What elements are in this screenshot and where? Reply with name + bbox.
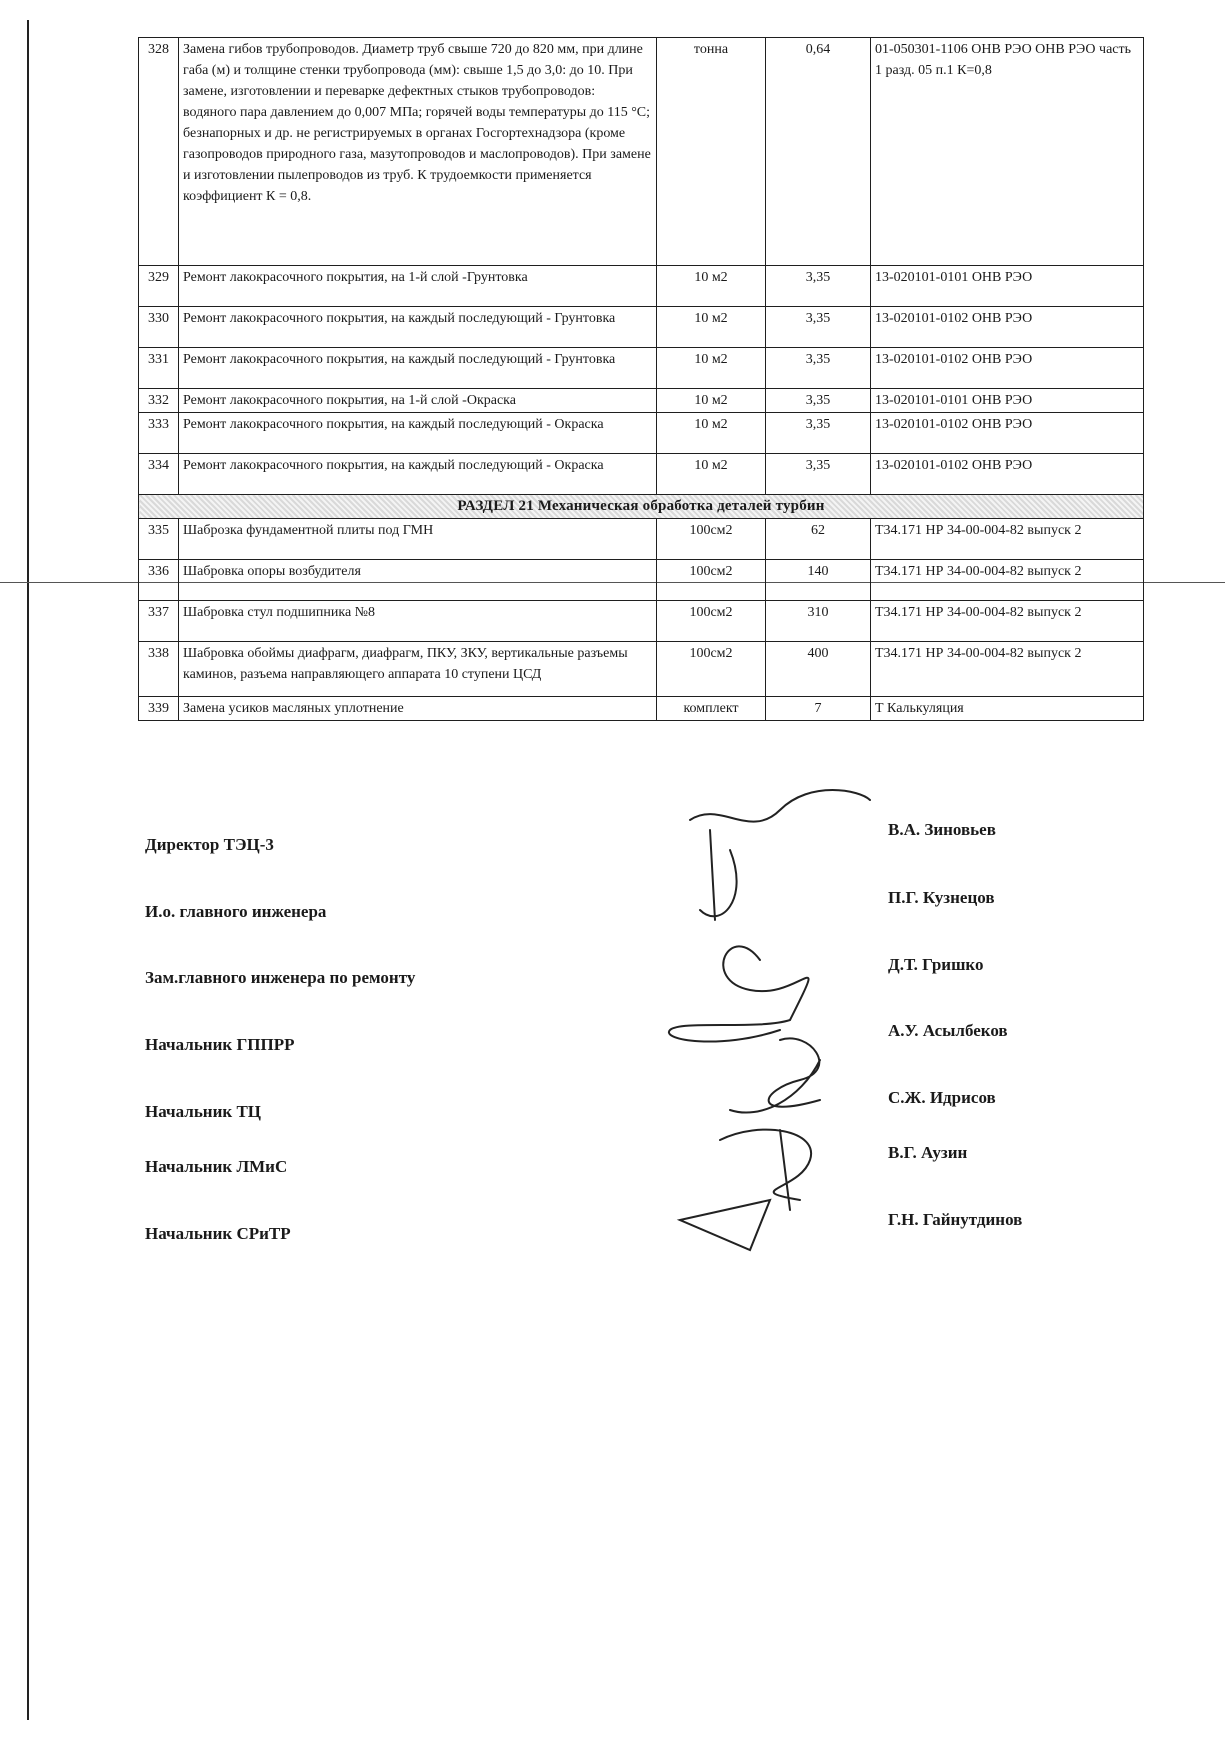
- table-row: [139, 454, 1144, 495]
- row-number: 331: [139, 348, 179, 389]
- sig-title-gpprr: Начальник ГППРР: [145, 1035, 295, 1054]
- work-description: Замена усиков масляных уплотнение: [179, 697, 657, 721]
- quantity: 62: [766, 519, 871, 560]
- signature-stroke: [700, 830, 737, 920]
- unit-of-measure: 100см2: [657, 642, 766, 697]
- work-description: Ремонт лакокрасочного покрытия, на каждый последующий - Грунтовка: [179, 307, 657, 348]
- signature-stroke: [730, 1038, 820, 1112]
- row-number: 337: [139, 601, 179, 642]
- work-description: Шабровка опоры возбудителя: [179, 560, 657, 601]
- unit-of-measure: 100см2: [657, 601, 766, 642]
- work-description: Ремонт лакокрасочного покрытия, на 1-й слой -Грунтовка: [179, 266, 657, 307]
- table-row: [139, 413, 1144, 454]
- row-number: 336: [139, 560, 179, 601]
- unit-of-measure: 100см2: [657, 560, 766, 601]
- section-header-row: [139, 495, 1144, 519]
- sig-name-asylbekov: А.У. Асылбеков: [888, 1021, 1008, 1040]
- norm-reference: 13-020101-0102 ОНВ РЭО: [871, 413, 1144, 454]
- handwritten-signatures: [660, 780, 900, 1260]
- sig-name-kuznetsov: П.Г. Кузнецов: [888, 888, 995, 907]
- quantity: 3,35: [766, 307, 871, 348]
- row-number: 329: [139, 266, 179, 307]
- signature-stroke: [720, 1130, 811, 1210]
- work-description: Шабровка стул подшипника №8: [179, 601, 657, 642]
- quantity: 140: [766, 560, 871, 601]
- row-number: 333: [139, 413, 179, 454]
- norm-reference: Т Калькуляция: [871, 697, 1144, 721]
- table-row: [139, 348, 1144, 389]
- work-description: Шаброзка фундаментной плиты под ГМН: [179, 519, 657, 560]
- sig-name-grishko: Д.Т. Гришко: [888, 955, 984, 974]
- work-description: Шабровка обоймы диафрагм, диафрагм, ПКУ, ЗКУ, вертикальные разъемы каминов, разъема направляющего аппарата 10 ступени ЦСД: [179, 642, 657, 697]
- norm-reference: Т34.171 НР 34-00-004-82 выпуск 2: [871, 642, 1144, 697]
- norm-reference: 13-020101-0102 ОНВ РЭО: [871, 348, 1144, 389]
- unit-of-measure: 10 м2: [657, 266, 766, 307]
- work-description: Ремонт лакокрасочного покрытия, на 1-й слой -Окраска: [179, 389, 657, 413]
- signature-stroke: [680, 1200, 770, 1250]
- norm-reference: 13-020101-0101 ОНВ РЭО: [871, 389, 1144, 413]
- works-table: [138, 37, 1144, 721]
- table-row: [139, 266, 1144, 307]
- norm-reference: 13-020101-0102 ОНВ РЭО: [871, 307, 1144, 348]
- sig-title-lmis: Начальник ЛМиС: [145, 1157, 288, 1176]
- row-number: 330: [139, 307, 179, 348]
- unit-of-measure: 10 м2: [657, 389, 766, 413]
- norm-reference: 13-020101-0102 ОНВ РЭО: [871, 454, 1144, 495]
- norm-reference: Т34.171 НР 34-00-004-82 выпуск 2: [871, 560, 1144, 601]
- quantity: 400: [766, 642, 871, 697]
- table-row: [139, 38, 1144, 266]
- row-number: 335: [139, 519, 179, 560]
- row-number: 338: [139, 642, 179, 697]
- quantity: 3,35: [766, 348, 871, 389]
- table-row: [139, 307, 1144, 348]
- sig-title-deputy-repair: Зам.главного инженера по ремонту: [145, 968, 416, 987]
- norm-reference: Т34.171 НР 34-00-004-82 выпуск 2: [871, 519, 1144, 560]
- sig-name-idrisov: С.Ж. Идрисов: [888, 1088, 996, 1107]
- table-row: [139, 389, 1144, 413]
- sig-name-gainutdinov: Г.Н. Гайнутдинов: [888, 1210, 1023, 1229]
- row-number: 332: [139, 389, 179, 413]
- quantity: 7: [766, 697, 871, 721]
- work-description: Ремонт лакокрасочного покрытия, на каждый последующий - Грунтовка: [179, 348, 657, 389]
- unit-of-measure: тонна: [657, 38, 766, 266]
- unit-of-measure: 10 м2: [657, 348, 766, 389]
- sig-title-chief-engineer: И.о. главного инженера: [145, 902, 327, 921]
- norm-reference: 01-050301-1106 ОНВ РЭО ОНВ РЭО часть 1 разд. 05 п.1 К=0,8: [871, 38, 1144, 266]
- work-description: Замена гибов трубопроводов. Диаметр труб свыше 720 до 820 мм, при длине габа (м) и толщине стенки трубопровода (мм): свыше 1,5 до 3,0: до 10. При замене, изготовлении и переварке дефектных стыков трубопроводов: водяного пара давлением до 0,007 МПа; горячей воды температуры до 115 °С; безнапорных и др. не регистрируемых в органах Госгортехнадзора (кроме газопроводов природного газа, мазутопроводов и маслопроводов). При замене и изготовлении пылепроводов из труб. К трудоемкости применяется коэффициент К = 0,8.: [179, 38, 657, 266]
- quantity: 0,64: [766, 38, 871, 266]
- row-number: 339: [139, 697, 179, 721]
- norm-reference: Т34.171 НР 34-00-004-82 выпуск 2: [871, 601, 1144, 642]
- sig-name-auzin: В.Г. Аузин: [888, 1143, 968, 1162]
- table-row: [139, 601, 1144, 642]
- norm-reference: 13-020101-0101 ОНВ РЭО: [871, 266, 1144, 307]
- table-row: [139, 519, 1144, 560]
- signature-stroke: [669, 946, 809, 1041]
- quantity: 3,35: [766, 413, 871, 454]
- sig-name-zinoviev: В.А. Зиновьев: [888, 820, 996, 839]
- table-row: [139, 642, 1144, 697]
- unit-of-measure: 10 м2: [657, 307, 766, 348]
- table-row: [139, 560, 1144, 601]
- sig-title-director: Директор ТЭЦ-3: [145, 835, 274, 854]
- quantity: 3,35: [766, 389, 871, 413]
- works-table-body: [139, 38, 1144, 721]
- unit-of-measure: 10 м2: [657, 454, 766, 495]
- row-number: 334: [139, 454, 179, 495]
- quantity: 3,35: [766, 454, 871, 495]
- sig-title-sritr: Начальник СРиТР: [145, 1224, 291, 1243]
- row-number: 328: [139, 38, 179, 266]
- work-description: Ремонт лакокрасочного покрытия, на каждый последующий - Окраска: [179, 413, 657, 454]
- scan-edge-left: [27, 20, 29, 1720]
- unit-of-measure: 10 м2: [657, 413, 766, 454]
- table-row: [139, 697, 1144, 721]
- unit-of-measure: 100см2: [657, 519, 766, 560]
- quantity: 310: [766, 601, 871, 642]
- work-description: Ремонт лакокрасочного покрытия, на каждый последующий - Окраска: [179, 454, 657, 495]
- section-title: РАЗДЕЛ 21 Механическая обработка деталей турбин: [139, 495, 1144, 519]
- signature-stroke: [690, 790, 870, 822]
- unit-of-measure: комплект: [657, 697, 766, 721]
- quantity: 3,35: [766, 266, 871, 307]
- sig-title-tc: Начальник ТЦ: [145, 1102, 262, 1121]
